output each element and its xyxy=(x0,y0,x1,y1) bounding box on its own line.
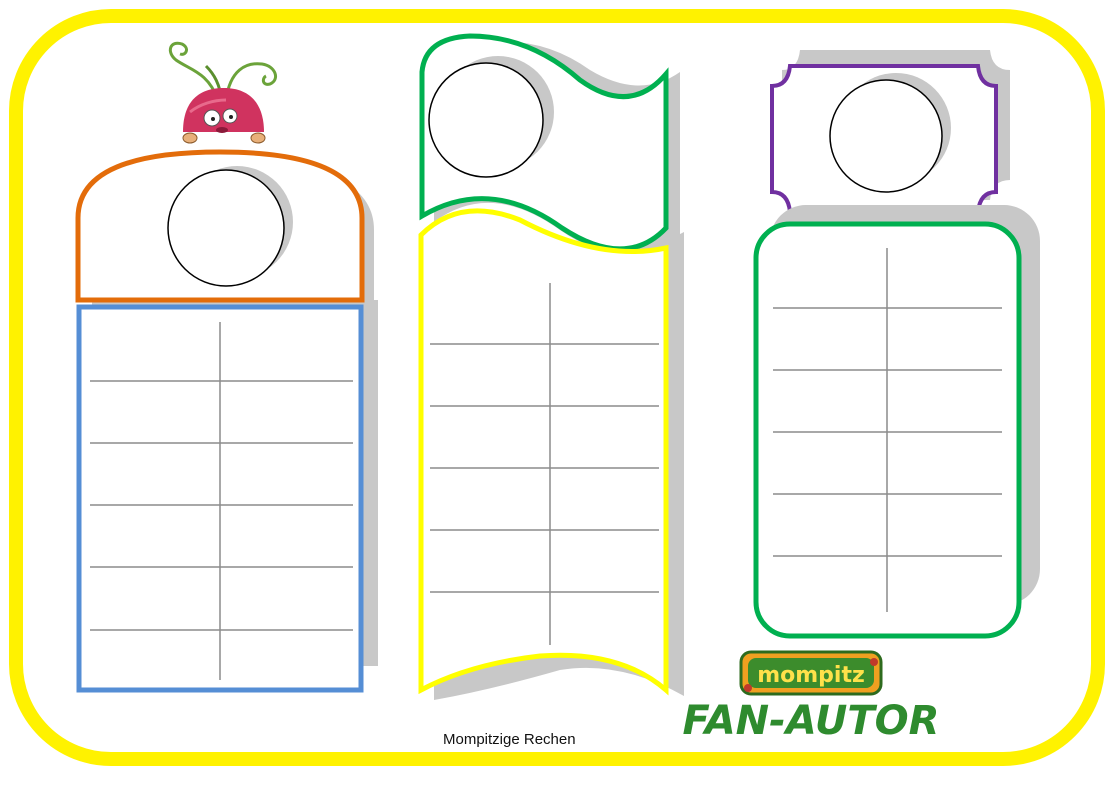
left-circle xyxy=(168,170,284,286)
logo-subtitle-text: FAN-AUTOR xyxy=(682,698,940,744)
radish-mascot-icon xyxy=(170,43,275,143)
middle-scroll xyxy=(421,211,666,690)
logo-brand-text: mompitz xyxy=(757,663,865,688)
middle-worksheet xyxy=(421,36,684,700)
middle-circle xyxy=(429,63,543,177)
right-circle xyxy=(830,80,942,192)
right-worksheet xyxy=(756,50,1040,636)
caption-text: Mompitzige Rechen xyxy=(443,731,576,748)
left-worksheet xyxy=(78,152,378,690)
mompitz-logo xyxy=(683,652,940,744)
